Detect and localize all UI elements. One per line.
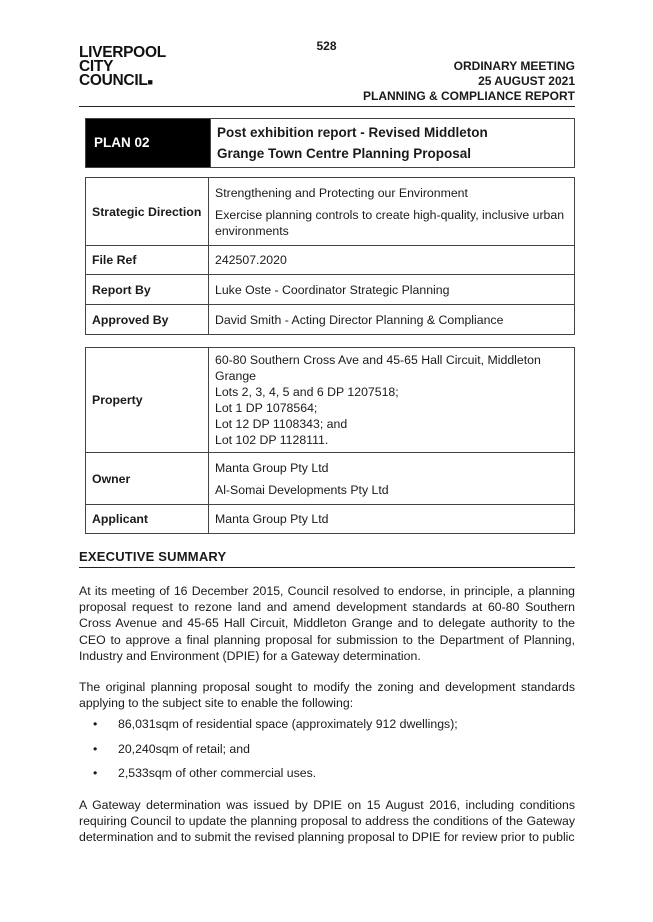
- property-line: Lot 12 DP 1108343; and: [215, 417, 348, 431]
- executive-summary-heading: EXECUTIVE SUMMARY: [79, 549, 227, 564]
- summary-paragraph-1: At its meeting of 16 December 2015, Council resolved to endorse, in principle, a planning proposal request to rezone land and amend development standards at 60-80 Southern Cross Avenue and 45-65 Hall Circuit, Middleton Grange and to delegate authority to the CEO to approve a final planning proposal for submission to the Department of Planning, Industry and Environment (DPIE) for a Gateway determination.: [79, 584, 575, 663]
- logo-line-2: CITY: [79, 58, 114, 75]
- property-value: [209, 348, 575, 453]
- report-by-label: Report By: [86, 275, 209, 305]
- logo-line-3: COUNCIL■: [79, 72, 153, 89]
- plan-title: [211, 119, 575, 168]
- property-line: Lot 102 DP 1128111.: [215, 433, 329, 447]
- page-number: 528: [316, 39, 337, 53]
- summary-paragraph-3: A Gateway determination was issued by DPIE on 15 August 2016, including conditions requiring Council to update the planning proposal to address the conditions of the Gateway determination and to submit the revised planning proposal to DPIE for review prior to public: [79, 798, 575, 845]
- owner-1: Manta Group Pty Ltd: [215, 460, 329, 475]
- plan-label: PLAN 02: [86, 119, 211, 168]
- property-line: Lots 2, 3, 4, 5 and 6 DP 1207518;: [215, 385, 399, 399]
- owner-value: [209, 453, 575, 505]
- property-line: Lot 1 DP 1078564;: [215, 401, 318, 415]
- bullet-icon: •: [93, 717, 98, 731]
- list-item: • 20,240sqm of retail; and: [93, 741, 250, 756]
- report-by-value: Luke Oste - Coordinator Strategic Planning: [209, 275, 575, 305]
- bullet-icon: •: [93, 741, 98, 756]
- file-ref-label: File Ref: [86, 246, 209, 275]
- report-info-table: [85, 177, 575, 335]
- header-divider: [79, 106, 575, 107]
- approved-by-label: Approved By: [86, 305, 209, 335]
- plan-title-table: [85, 118, 575, 168]
- owner-label: Owner: [86, 453, 209, 505]
- report-type: PLANNING & COMPLIANCE REPORT: [362, 89, 575, 103]
- list-item: • 86,031sqm of residential space (approximately 912 dwellings);: [93, 717, 458, 731]
- meeting-header: [363, 59, 575, 104]
- logo-mark-icon: ■: [147, 77, 153, 87]
- summary-paragraph-2: The original planning proposal sought to modify the zoning and development standards applying to the subject site to enable the following:: [79, 680, 575, 711]
- property-table: [85, 347, 575, 534]
- meeting-type: ORDINARY MEETING: [453, 59, 575, 73]
- strategic-direction-1: Strengthening and Protecting our Environment: [215, 185, 468, 200]
- owner-2: Al-Somai Developments Pty Ltd: [215, 482, 389, 497]
- council-logo: [79, 46, 166, 89]
- plan-title-line-2: Grange Town Centre Planning Proposal: [217, 146, 472, 161]
- approved-by-value: David Smith - Acting Director Planning & Compliance: [209, 305, 575, 335]
- meeting-date: 25 AUGUST 2021: [478, 74, 575, 88]
- plan-title-line-1: Post exhibition report - Revised Middleton: [217, 125, 488, 140]
- file-ref-value: 242507.2020: [209, 246, 575, 275]
- bullet-icon: •: [93, 766, 98, 780]
- property-label: Property: [86, 348, 209, 453]
- strategic-direction-label: Strategic Direction: [86, 178, 209, 246]
- strategic-direction-value: [209, 178, 575, 246]
- development-list: [79, 716, 575, 790]
- logo-line-1: LIVERPOOL: [79, 44, 166, 61]
- property-line: 60-80 Southern Cross Ave and 45-65 Hall Circuit, Middleton Grange: [215, 353, 541, 383]
- list-item: • 2,533sqm of other commercial uses.: [93, 766, 317, 780]
- applicant-label: Applicant: [86, 505, 209, 534]
- strategic-direction-2: Exercise planning controls to create high-quality, inclusive urban environments: [215, 207, 565, 238]
- applicant-value: Manta Group Pty Ltd: [209, 505, 575, 534]
- section-divider: [79, 567, 575, 568]
